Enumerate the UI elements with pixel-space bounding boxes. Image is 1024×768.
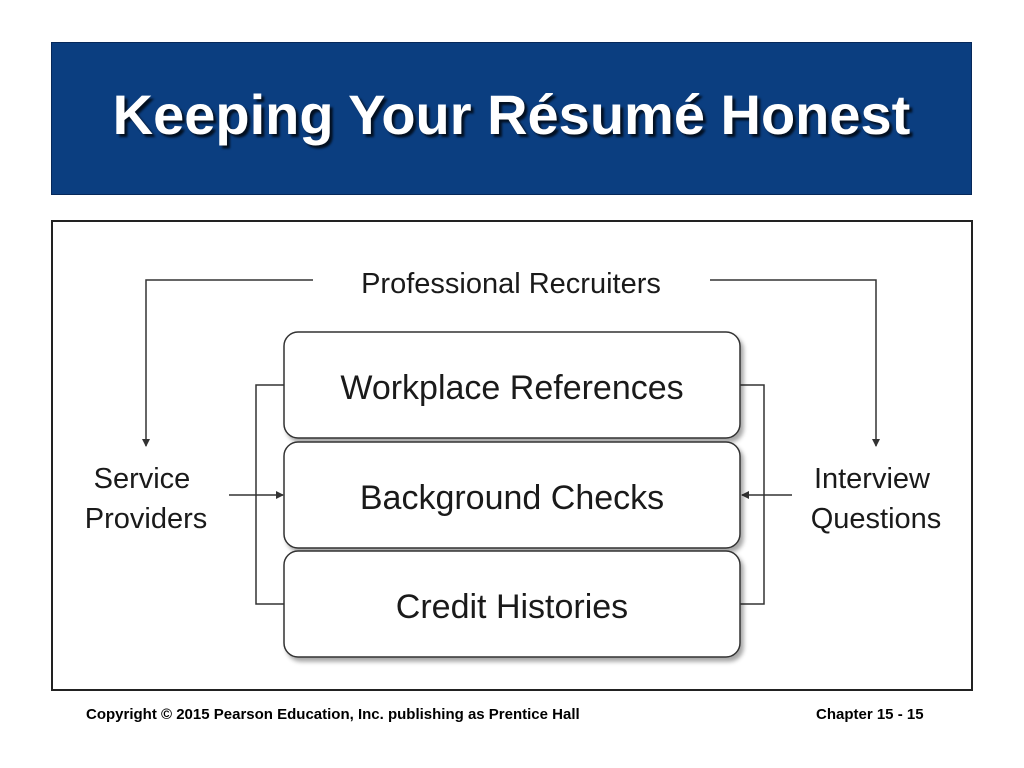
- top-label-professional-recruiters: Professional Recruiters: [361, 268, 661, 300]
- left-label-line2: Providers: [84, 503, 208, 535]
- right-label-interview-questions: [811, 463, 942, 535]
- box-label-credit-histories: Credit Histories: [395, 588, 629, 626]
- left-label-line1: Service: [93, 463, 191, 495]
- footer-copyright: Copyright © 2015 Pearson Education, Inc. publishing as Prentice Hall: [86, 706, 580, 723]
- box-label-background-checks: Background Checks: [359, 479, 665, 517]
- footer-page-label: Chapter 15 - 15: [816, 706, 924, 723]
- right-label-line1: Interview: [813, 463, 930, 495]
- slide-title: Keeping Your Résumé Honest: [112, 83, 911, 146]
- box-label-workplace-references: Workplace References: [340, 369, 684, 407]
- right-label-line2: Questions: [810, 503, 942, 535]
- left-label-service-providers: [85, 463, 208, 535]
